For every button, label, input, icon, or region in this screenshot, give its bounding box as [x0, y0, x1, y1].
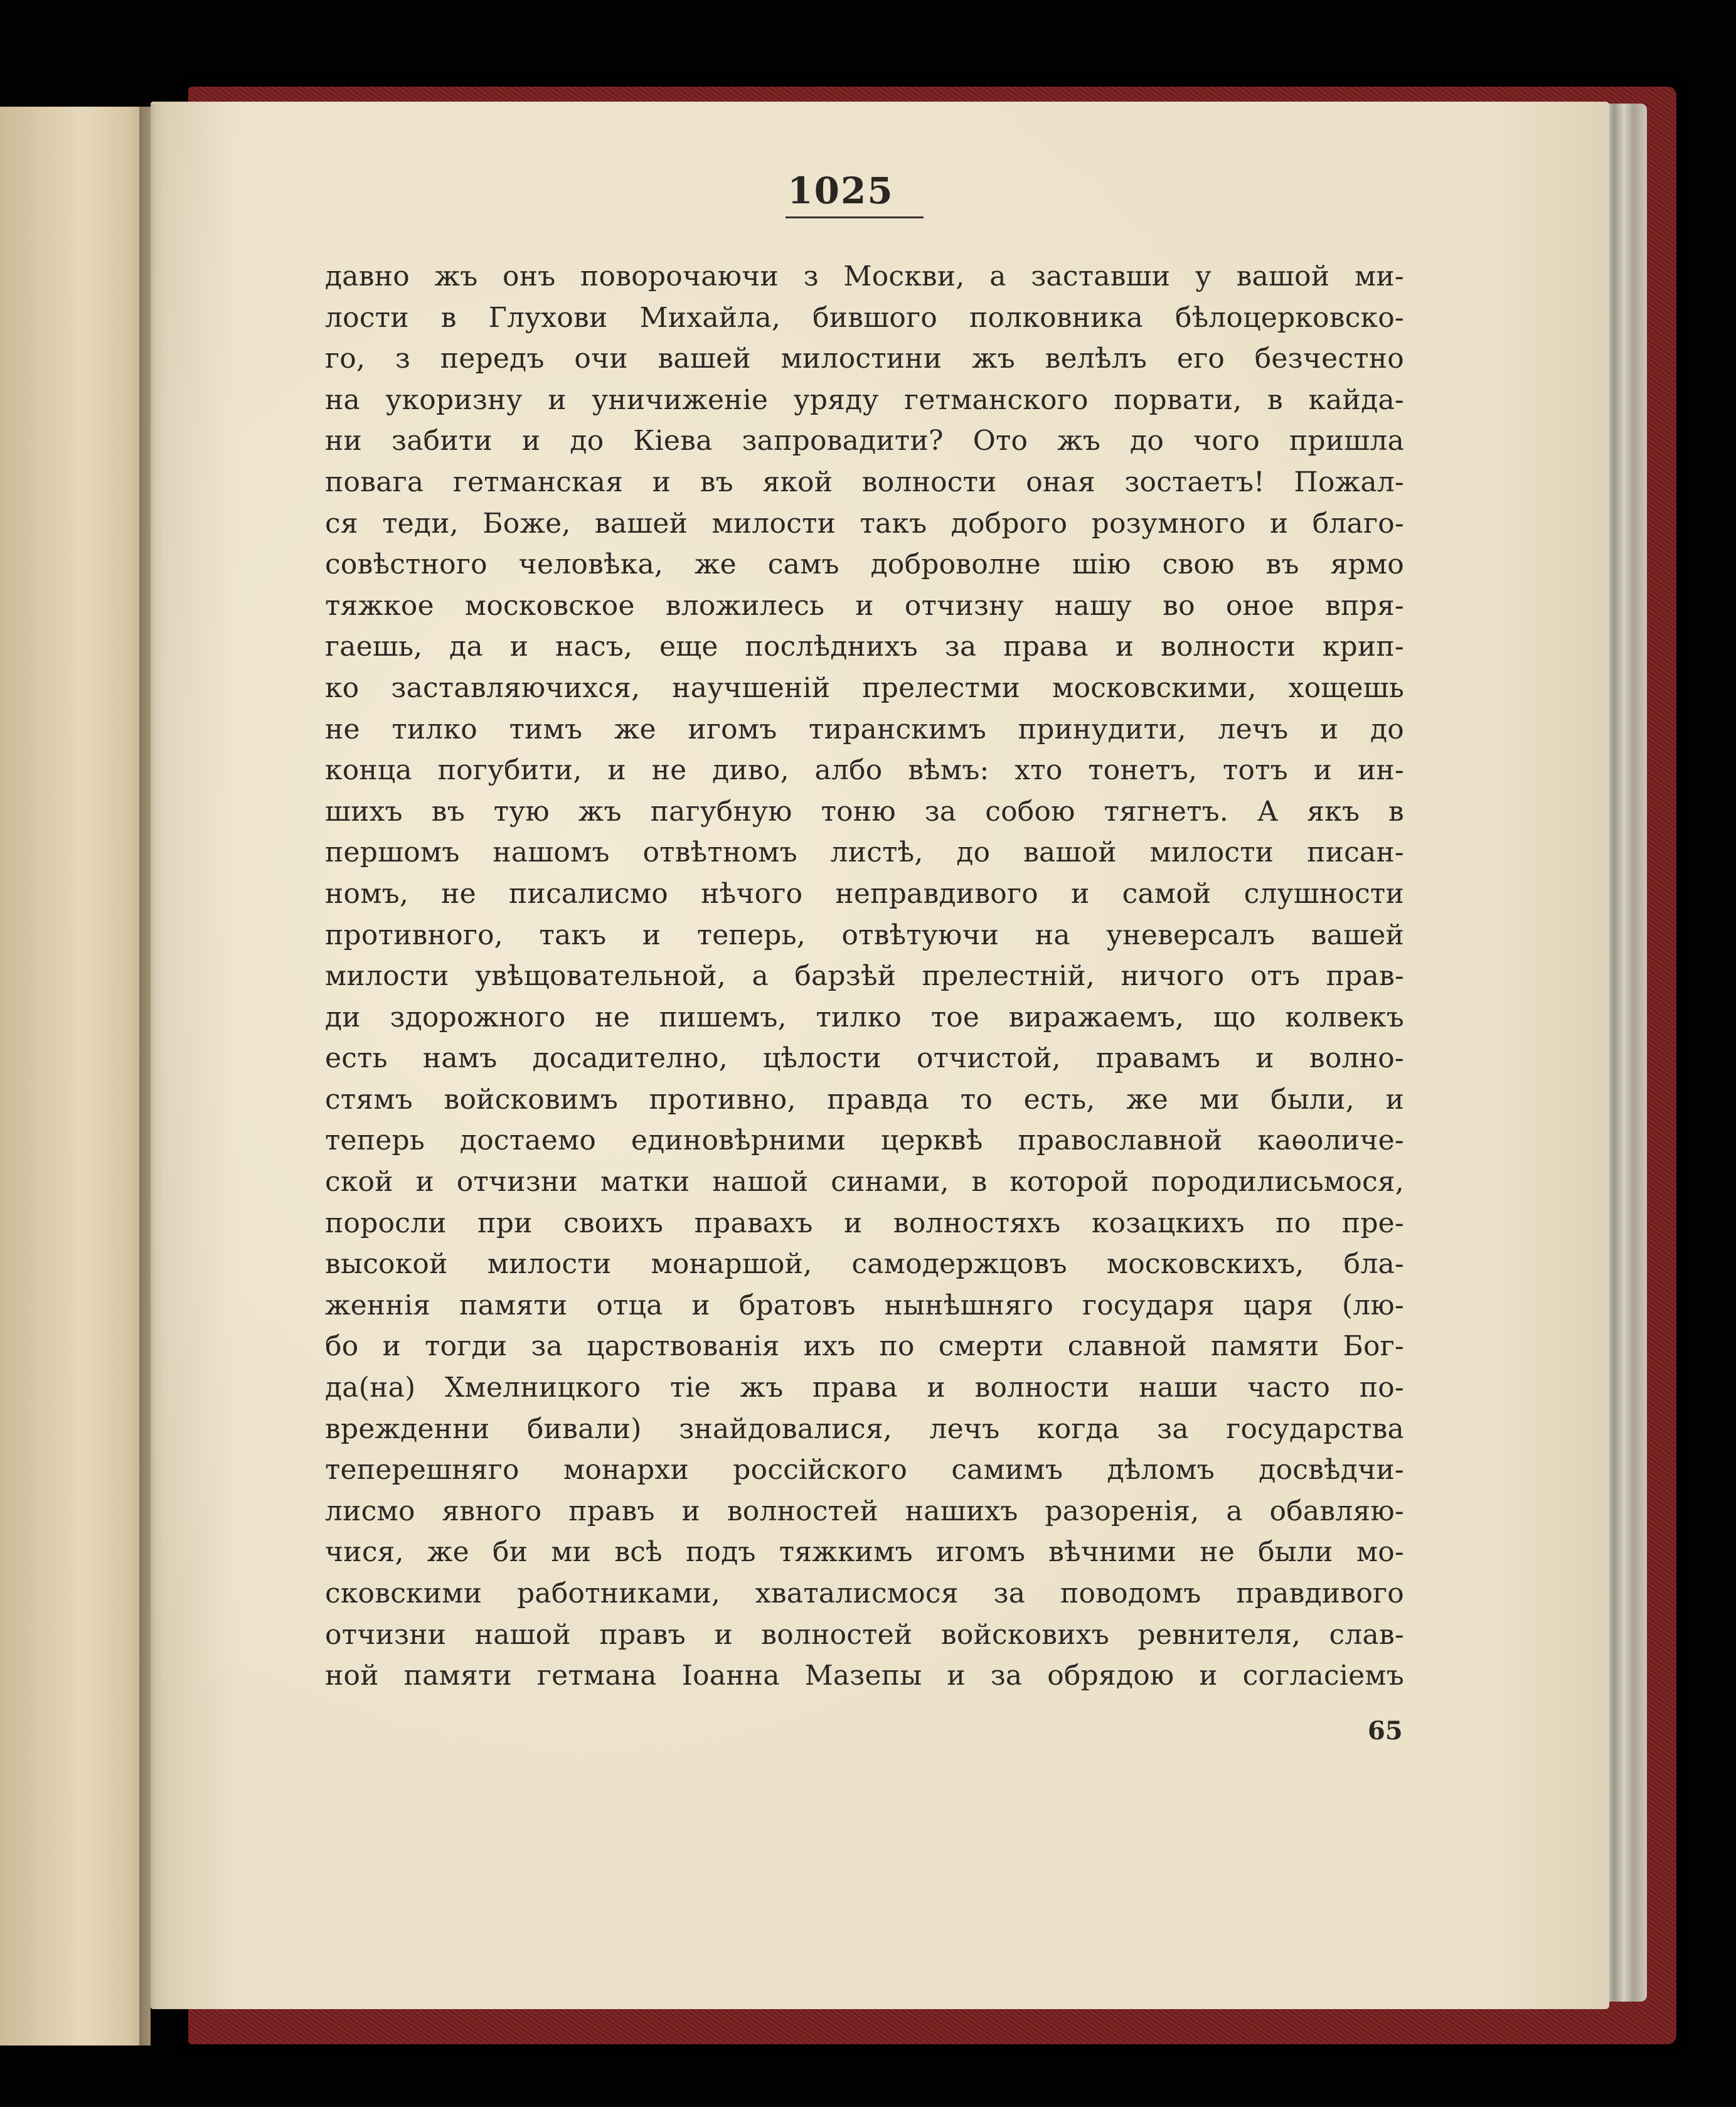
text-line: совѣстного человѣка, же самъ доброволне шію свою въ ярмо: [325, 548, 1404, 581]
text-line: противного, такъ и теперь, отвѣтуючи на уневерсалъ вашей: [325, 919, 1404, 951]
text-line: давно жъ онъ поворочаючи з Москви, а заставши у вашой ми-: [325, 260, 1404, 292]
text-line: ся теди, Боже, вашей милости такъ доброго розумного и благо-: [325, 507, 1404, 540]
text-line: ной памяти гетмана Іоанна Мазепы и за обрядою и согласіемъ: [325, 1660, 1404, 1692]
body-text: [325, 256, 1404, 1697]
book-gutter: [139, 104, 164, 2049]
text-line: стямъ войсковимъ противно, правда то есть, же ми были, и: [325, 1083, 1404, 1116]
text-line: ской и отчизни матки нашой синами, в которой породилисьмося,: [325, 1166, 1404, 1198]
text-line: теперь достаемо единовѣрними церквѣ православной каѳоличе-: [325, 1124, 1404, 1157]
text-line: конца погубити, и не диво, албо вѣмъ: хто тонетъ, тотъ и ин-: [325, 754, 1404, 787]
signature-mark: 65: [1368, 1716, 1403, 1746]
text-line: поросли при своихъ правахъ и волностяхъ козацкихъ по пре-: [325, 1207, 1404, 1239]
text-line: першомъ нашомъ отвѣтномъ листѣ, до вашой милости писан-: [325, 836, 1404, 869]
left-page: [0, 107, 151, 2046]
text-line: бо и тогди за царствованія ихъ по смерти славной памяти Бог-: [325, 1330, 1404, 1363]
text-line: гаешь, да и насъ, еще послѣднихъ за права и волности крип-: [325, 631, 1404, 663]
text-line: сковскими работниками, хваталисмося за поводомъ правдивого: [325, 1577, 1404, 1609]
page-number-underline: [785, 216, 924, 218]
text-line: отчизни нашой правъ и волностей войсковихъ ревнителя, слав-: [325, 1618, 1404, 1651]
text-line: не тилко тимъ же игомъ тиранскимъ принудити, лечъ и до: [325, 713, 1404, 745]
text-line: ко заставляючихся, научшеній прелестми московскими, хощешь: [325, 671, 1404, 704]
text-line: милости увѣщовательной, а барзѣй прелестній, ничого отъ прав-: [325, 960, 1404, 993]
text-line: лости в Глухови Михайла, бившого полковника бѣлоцерковско-: [325, 301, 1404, 334]
text-line: теперешняго монархи россійского самимъ дѣломъ досвѣдчи-: [325, 1454, 1404, 1486]
text-line: есть намъ досадително, цѣлости отчистой, правамъ и волно-: [325, 1042, 1404, 1075]
page-number: 1025: [787, 169, 894, 212]
text-line: лисмо явного правъ и волностей нашихъ разоренія, а обавляю-: [325, 1495, 1404, 1527]
text-line: тяжкое московское вложилесь и отчизну нашу во оное впря-: [325, 589, 1404, 622]
text-line: женнія памяти отца и братовъ нынѣшняго государя царя (лю-: [325, 1289, 1404, 1321]
text-line: да(на) Хмелницкого тіе жъ права и волности наши часто по-: [325, 1372, 1404, 1404]
text-line: врежденни бивали) знайдовалися, лечъ когда за государства: [325, 1412, 1404, 1445]
text-line: го, з передъ очи вашей милостини жъ велѣлъ его безчестно: [325, 343, 1404, 375]
text-line: высокой милости монаршой, самодержцовъ московскихъ, бла-: [325, 1248, 1404, 1281]
text-line: ди здорожного не пишемъ, тилко тое виражаемъ, що колвекъ: [325, 1001, 1404, 1033]
text-line: повага гетманская и въ якой волности оная зостаетъ! Пожал-: [325, 466, 1404, 498]
text-line: ни забити и до Кіева запровадити? Ото жъ до чого пришла: [325, 425, 1404, 457]
text-line: шихъ въ тую жъ пагубную тоню за собою тягнетъ. А якъ в: [325, 795, 1404, 828]
text-line: номъ, не писалисмо нѣчого неправдивого и самой слушности: [325, 877, 1404, 910]
text-line: чися, же би ми всѣ подъ тяжкимъ игомъ вѣчними не были мо-: [325, 1536, 1404, 1569]
text-line: на укоризну и уничиженіе уряду гетманского порвати, в кайда-: [325, 383, 1404, 416]
